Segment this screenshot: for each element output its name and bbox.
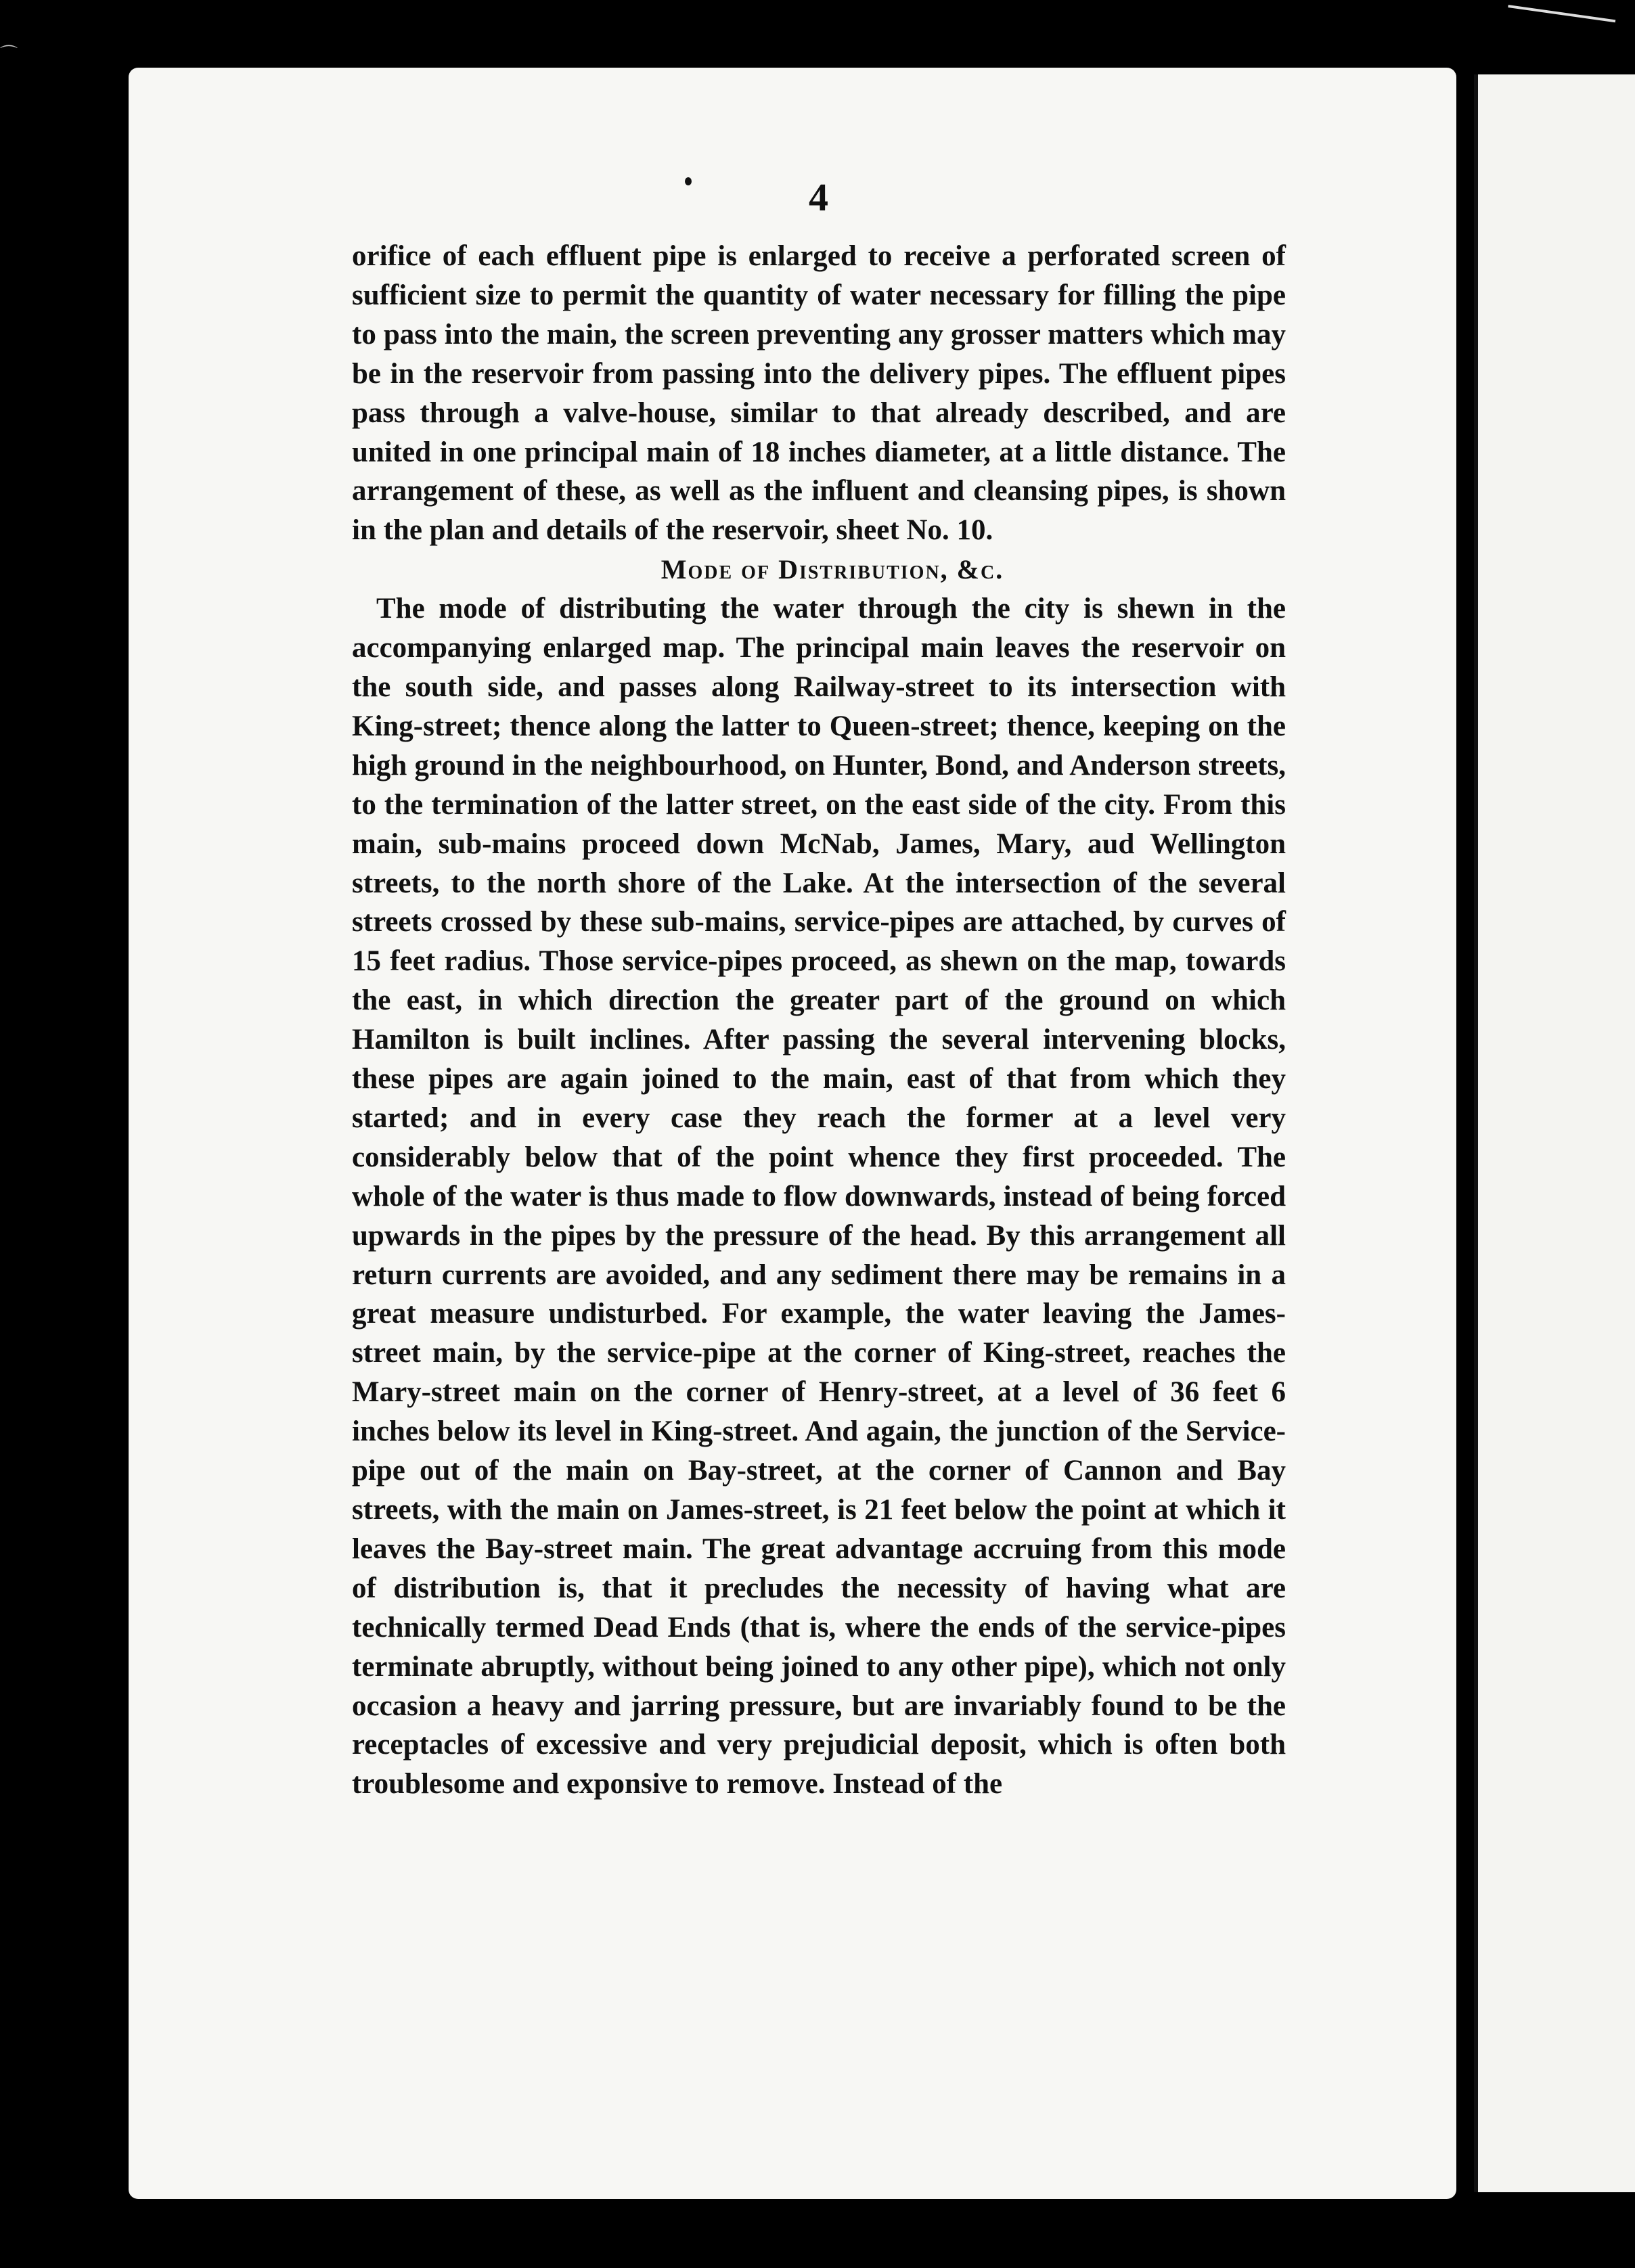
body-text <box>352 237 1286 1804</box>
scan-corner-mark: ⌒ <box>0 45 18 64</box>
adjacent-page-edge <box>1474 74 1635 2192</box>
paragraph-2: The mode of distributing the water through the city is shewn in the accompanying enlarged map. The principal main leaves the reservoir on the south side, and passes along Railway-street to its intersection with King-street; thence along the latter to Queen-street; thence, keeping on the high ground in the neighbourhood, on Hunter, Bond, and Anderson streets, to the termination of the latter street, on the east side of the city. From this main, sub-mains proceed down McNab, James, Mary, aud Wellington streets, to the north shore of the Lake. At the intersection of the several streets crossed by these sub-mains, service-pipes are attached, by curves of 15 feet radius. Those service-pipes proceed, as shewn on the map, towards the east, in which direction the greater part of the ground on which Hamilton is built inclines. After passing the several intervening blocks, these pipes are again joined to the main, east of that from which they started; and in every case they reach the former at a level very considerably below that of the point whence they first proceeded. The whole of the water is thus made to flow downwards, instead of being forced upwards in the pipes by the pressure of the head. By this arrangement all return currents are avoided, and any sediment there may be remains in a great measure undisturbed. For example, the water leaving the James-street main, by the service-pipe at the corner of King-street, reaches the Mary-street main on the corner of Henry-street, at a level of 36 feet 6 inches below its level in King-street. And again, the junction of the Service-pipe out of the main on Bay-street, at the corner of Cannon and Bay streets, with the main on James-street, is 21 feet below the point at which it leaves the Bay-street main. The great advantage accruing from this mode of distribution is, that it precludes the necessity of having what are technically termed Dead Ends (that is, where the ends of the service-pipes terminate abruptly, without being joined to any other pipe), which not only occasion a heavy and jarring pressure, but are invariably found to be the receptacles of excessive and very prejudicial deposit, which is often both troublesome and exponsive to remove. Instead of the <box>352 593 1286 1800</box>
scan-edge-mark <box>1504 5 1616 49</box>
paragraph-1: orifice of each effluent pipe is enlarged to receive a perforated screen of sufficient size to permit the quantity of water necessary for filling the pipe to pass into the main, the screen preventing any grosser matters which may be in the reservoir from passing into the delivery pipes. The effluent pipes pass through a valve-house, similar to that already described, and are united in one principal main of 18 inches diameter, at a little distance. The arrangement of these, as well as the influent and cleansing pipes, is shown in the plan and details of the reservoir, sheet No. 10. <box>352 240 1286 547</box>
section-heading: Mode of Distribution, &c. <box>660 554 1004 585</box>
ink-dot <box>685 177 692 185</box>
page-number: 4 <box>809 175 828 219</box>
